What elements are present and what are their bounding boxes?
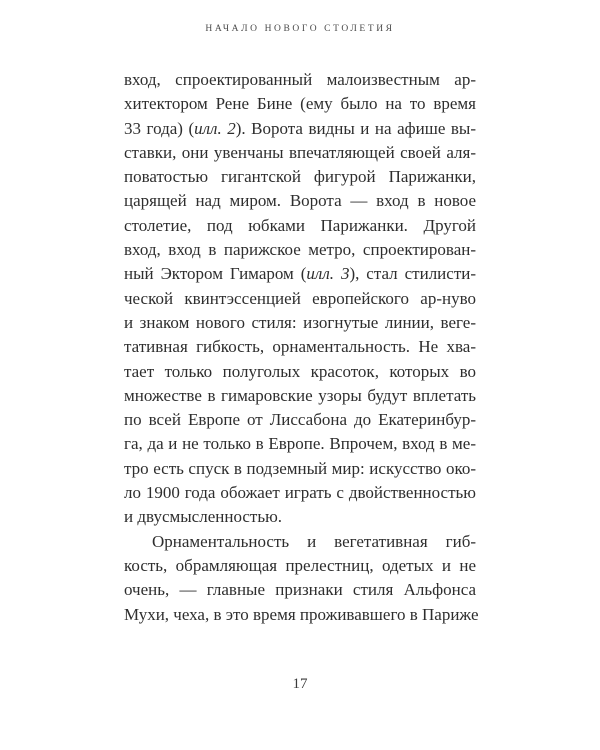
running-head: НАЧАЛО НОВОГО СТОЛЕТИЯ: [205, 24, 395, 34]
text-line: Орнаментальность и вегетативная гиб-: [152, 531, 476, 551]
text-line: тативная гибкость, орнаментальность. Не хва-: [124, 337, 476, 357]
text-line: хитектором Рене Бине (ему было на то время: [124, 94, 476, 114]
illustration-ref: илл. 2: [194, 118, 236, 138]
text-line: 33 года) (илл. 2). Ворота видны и на афише вы-: [124, 118, 477, 138]
text-line: ло 1900 года обожает играть с двойственностью: [124, 483, 476, 503]
text-line: множестве в гимаровские узоры будут вплетать: [124, 385, 476, 405]
text-line: вход, спроектированный малоизвестным ар-: [124, 70, 476, 89]
text-line: ный Эктором Гимаром (илл. 3), стал стилисти-: [124, 264, 477, 284]
text-line: поватостью гигантской фигурой Парижанки,: [124, 167, 476, 187]
text-line: ставки, они увенчаны впечатляющей своей аля-: [124, 142, 476, 162]
paragraph-2: [124, 530, 479, 627]
text-line: вход, вход в парижское метро, спроектирован-: [124, 240, 476, 260]
text-line: Мухи, чеха, в это время проживавшего в Париже: [124, 604, 479, 624]
text-line: царящей над миром. Ворота — вход в новое: [124, 191, 476, 211]
text-line: тро есть спуск в подземный мир: искусство око-: [124, 458, 476, 478]
text-line: ческой квинтэссенцией европейского ар-нуво: [124, 288, 476, 308]
page-number: 17: [292, 676, 308, 692]
text-line: и двусмысленностью.: [124, 507, 283, 527]
paragraph-1: [124, 68, 476, 530]
text-line: и знаком нового стиля: изогнутые линии, веге-: [124, 312, 476, 332]
illustration-ref: илл. 3: [306, 264, 350, 284]
text-line: столетие, под юбками Парижанки. Другой: [124, 215, 476, 235]
text-line: очень, — главные признаки стиля Альфонса: [124, 580, 476, 600]
text-line: га, да и не только в Европе. Впрочем, вход в ме-: [124, 434, 476, 454]
body-text: [124, 68, 479, 627]
text-line: тает только полуголых красоток, которых во: [124, 361, 476, 381]
text-line: кость, обрамляющая прелестниц, одетых и не: [124, 555, 476, 575]
text-line: по всей Европе от Лиссабона до Екатеринбур-: [124, 410, 476, 430]
